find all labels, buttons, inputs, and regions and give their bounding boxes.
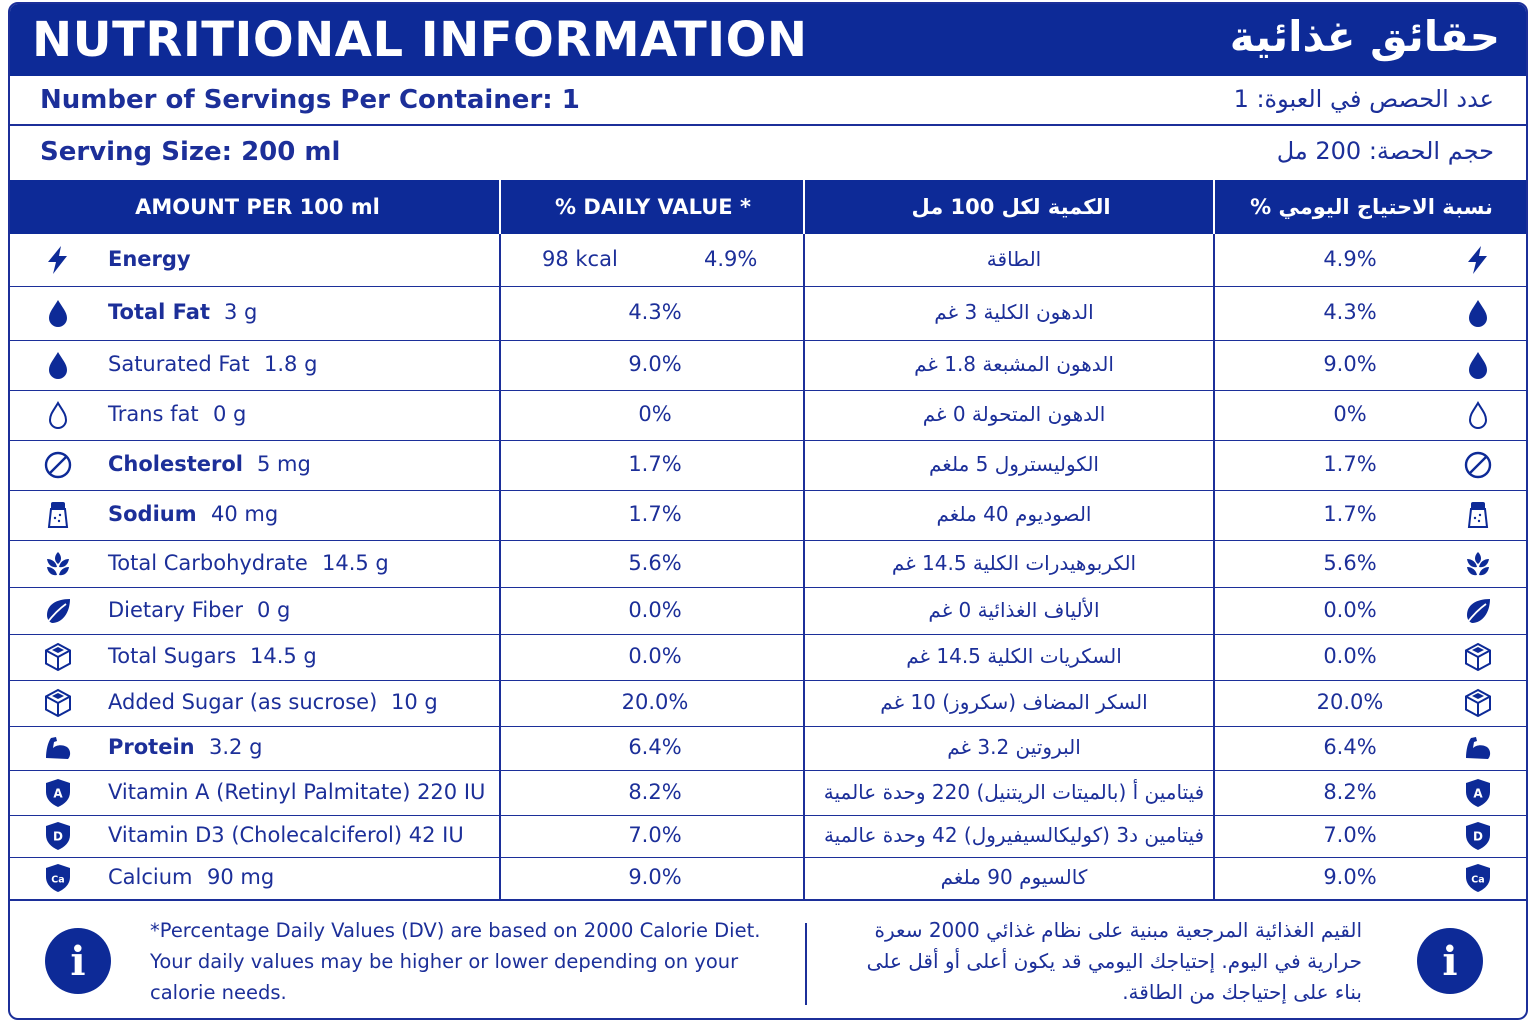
servings-per-container-row: [10, 76, 1526, 126]
shield-a-icon: [42, 777, 74, 809]
daily-value-ar: 0.0%: [1323, 597, 1377, 622]
nutrient-name: Added Sugar (as sucrose): [108, 690, 378, 714]
nutrient-row: [10, 341, 1526, 391]
col-amount-ar: الكمية لكل 100 مل: [911, 195, 1111, 219]
nutrient-name-ar: الدهون الكلية 3 غم: [934, 300, 1094, 324]
daily-value-ar: 4.9%: [1323, 246, 1377, 271]
nutrient-quantity: 0 g: [257, 597, 291, 622]
no-symbol-icon: [42, 449, 74, 481]
nutrient-name-ar: الكربوهيدرات الكلية 14.5 غم: [891, 550, 1137, 575]
daily-value: 7.0%: [628, 823, 682, 847]
svg-text:i: i: [70, 938, 86, 985]
title-bar: [10, 4, 1526, 76]
nutrient-name-ar: السكر المضاف (سكروز) 10 غم: [880, 690, 1148, 714]
muscle-arm-icon: [42, 732, 74, 764]
shield-d-icon: [42, 820, 74, 852]
column-header-bar: [10, 180, 1526, 234]
svg-text:D: D: [53, 829, 63, 844]
daily-value: 0.0%: [628, 597, 682, 622]
shield-ca-icon: [42, 862, 74, 894]
svg-text:Ca: Ca: [51, 874, 65, 886]
footnote: [10, 900, 1526, 1020]
sugar-cube-icon: [1462, 641, 1494, 673]
nutrient-row: [10, 771, 1526, 816]
drop-filled-icon: [42, 297, 74, 329]
nutrient-name: Total Fat: [108, 300, 211, 324]
nutrient-row: [10, 287, 1526, 341]
serving-size-en: Serving Size: 200 ml: [40, 137, 341, 167]
daily-value: 8.2%: [628, 779, 682, 804]
daily-value-ar: 8.2%: [1323, 779, 1377, 804]
col-amount: AMOUNT PER 100 ml: [135, 195, 380, 219]
nutrient-name: Total Sugars: [108, 644, 237, 668]
footnote-ar: القيم الغذائية المرجعية مبنية على نظام غذائي 2000 سعرة حرارية في اليوم. إحتياجك اليومي قد يكون أعلى أو أقل على بناء على إحتياجك من الطاقة.: [866, 918, 1362, 1004]
footnote-en: *Percentage Daily Values (DV) are based on 2000 Calorie Diet. Your daily values may be higher or lower depending on your calorie needs.: [150, 919, 761, 1004]
nutrient-name: Protein: [108, 735, 195, 759]
nutrient-name-ar: الصوديوم 40 ملغم: [936, 502, 1092, 526]
daily-value-ar: 0%: [1333, 402, 1367, 426]
nutrient-quantity: 3.2 g: [209, 735, 263, 759]
salt-shaker-icon: [1462, 499, 1494, 531]
daily-value-ar: 1.7%: [1323, 502, 1377, 526]
nutrient-name: Calcium: [108, 865, 193, 889]
servings-en: Number of Servings Per Container: 1: [40, 85, 580, 115]
nutrient-quantity: 3 g: [224, 300, 258, 324]
grain-icon: [1462, 548, 1494, 580]
daily-value-ar: 9.0%: [1323, 865, 1377, 889]
info-icon: [1416, 927, 1484, 995]
drop-filled-icon: [42, 349, 74, 381]
svg-text:i: i: [1442, 938, 1458, 985]
nutrient-name-ar: الكوليسترول 5 ملغم: [928, 452, 1099, 476]
nutrient-name-ar: فيتامين د3 (كوليكالسيفيرول) 42 وحدة عالمية: [823, 823, 1205, 847]
grain-icon: [42, 548, 74, 580]
leaf-icon: [42, 595, 74, 627]
daily-value: 4.3%: [628, 300, 682, 324]
lightning-icon: [42, 244, 74, 276]
sugar-cube-icon: [42, 641, 74, 673]
nutrient-row: [10, 541, 1526, 588]
nutrient-quantity: 14.5 g: [322, 550, 389, 575]
nutrient-name: Vitamin D3 (Cholecalciferol) 42 IU: [108, 823, 464, 847]
nutrient-quantity: 0 g: [213, 402, 247, 426]
drop-outline-icon: [1462, 399, 1494, 431]
nutrient-name-ar: الدهون المشبعة 1.8 غم: [914, 352, 1114, 376]
daily-value: 1.7%: [628, 502, 682, 526]
drop-filled-icon: [1462, 297, 1494, 329]
nutrition-label: [8, 2, 1528, 1020]
nutrient-row: [10, 727, 1526, 771]
nutrient-name: Dietary Fiber: [108, 597, 244, 622]
daily-value: 1.7%: [628, 452, 682, 476]
daily-value: 9.0%: [628, 352, 682, 376]
nutrient-name-ar: الطاقة: [986, 246, 1042, 271]
nutrient-row: [10, 441, 1526, 491]
nutrient-row: [10, 816, 1526, 858]
daily-value-ar: 0.0%: [1323, 644, 1377, 668]
nutrient-quantity: 14.5 g: [250, 644, 317, 668]
svg-text:A: A: [1473, 786, 1483, 800]
daily-value: 0%: [638, 402, 672, 426]
sugar-cube-icon: [1462, 687, 1494, 719]
energy-kcal: 98 kcal: [542, 246, 618, 271]
daily-value: 5.6%: [628, 550, 682, 575]
no-symbol-icon: [1462, 449, 1494, 481]
nutrient-name: Sodium: [108, 502, 197, 526]
daily-value: 4.9%: [704, 246, 758, 271]
daily-value: 20.0%: [621, 690, 689, 714]
nutrient-name: Cholesterol: [108, 452, 243, 476]
daily-value-ar: 4.3%: [1323, 300, 1377, 324]
nutrient-name-ar: فيتامين أ (بالميتات الريتنيل) 220 وحدة عالمية: [823, 779, 1205, 804]
title-ar: حقائق غذائية: [1229, 12, 1500, 61]
energy-row: [10, 234, 1526, 287]
daily-value: 0.0%: [628, 644, 682, 668]
svg-text:D: D: [1473, 829, 1483, 844]
serving-size-ar: حجم الحصة: 200 مل: [1276, 137, 1494, 165]
nutrient-quantity: 1.8 g: [264, 352, 318, 376]
nutrient-row: [10, 858, 1526, 900]
nutrient-quantity: 5 mg: [257, 452, 311, 476]
lightning-icon: [1462, 244, 1494, 276]
col-dv: % DAILY VALUE *: [555, 195, 751, 219]
daily-value: 9.0%: [628, 865, 682, 889]
shield-ca-icon: [1462, 862, 1494, 894]
nutrient-quantity: 10 g: [391, 690, 438, 714]
nutrient-quantity: 90 mg: [207, 865, 275, 889]
nutrient-name: Trans fat: [108, 402, 199, 426]
daily-value-ar: 5.6%: [1323, 550, 1377, 575]
col-dv-ar: نسبة الاحتياج اليومي %: [1250, 195, 1493, 219]
nutrient-name: Vitamin A (Retinyl Palmitate) 220 IU: [108, 779, 486, 804]
muscle-arm-icon: [1462, 732, 1494, 764]
leaf-icon: [1462, 595, 1494, 627]
daily-value-ar: 9.0%: [1323, 352, 1377, 376]
nutrient-name: Energy: [108, 246, 191, 271]
title-en: NUTRITIONAL INFORMATION: [32, 12, 808, 68]
nutrient-name-ar: السكريات الكلية 14.5 غم: [906, 644, 1122, 668]
daily-value-ar: 7.0%: [1323, 823, 1377, 847]
shield-d-icon: [1462, 820, 1494, 852]
nutrient-name-ar: البروتين 3.2 غم: [947, 735, 1081, 759]
nutrient-row: [10, 588, 1526, 635]
nutrient-name-ar: الألياف الغذائية 0 غم: [928, 597, 1100, 622]
serving-size-row: [10, 128, 1526, 178]
shield-a-icon: [1462, 777, 1494, 809]
daily-value-ar: 20.0%: [1316, 690, 1384, 714]
salt-shaker-icon: [42, 499, 74, 531]
nutrient-name: Saturated Fat: [108, 352, 250, 376]
daily-value-ar: 1.7%: [1323, 452, 1377, 476]
svg-text:Ca: Ca: [1471, 874, 1485, 886]
drop-outline-icon: [42, 399, 74, 431]
nutrient-row: [10, 491, 1526, 541]
nutrient-row: [10, 635, 1526, 681]
drop-filled-icon: [1462, 349, 1494, 381]
daily-value: 6.4%: [628, 735, 682, 759]
info-icon: [44, 927, 112, 995]
nutrient-name-ar: الدهون المتحولة 0 غم: [922, 402, 1106, 426]
svg-text:A: A: [53, 786, 63, 800]
nutrient-quantity: 40 mg: [211, 502, 279, 526]
nutrient-row: [10, 391, 1526, 441]
servings-ar: عدد الحصص في العبوة: 1: [1233, 85, 1494, 113]
nutrient-name-ar: كالسيوم 90 ملغم: [940, 865, 1088, 889]
nutrient-row: [10, 681, 1526, 727]
sugar-cube-icon: [42, 687, 74, 719]
nutrient-name: Total Carbohydrate: [108, 550, 308, 575]
daily-value-ar: 6.4%: [1323, 735, 1377, 759]
